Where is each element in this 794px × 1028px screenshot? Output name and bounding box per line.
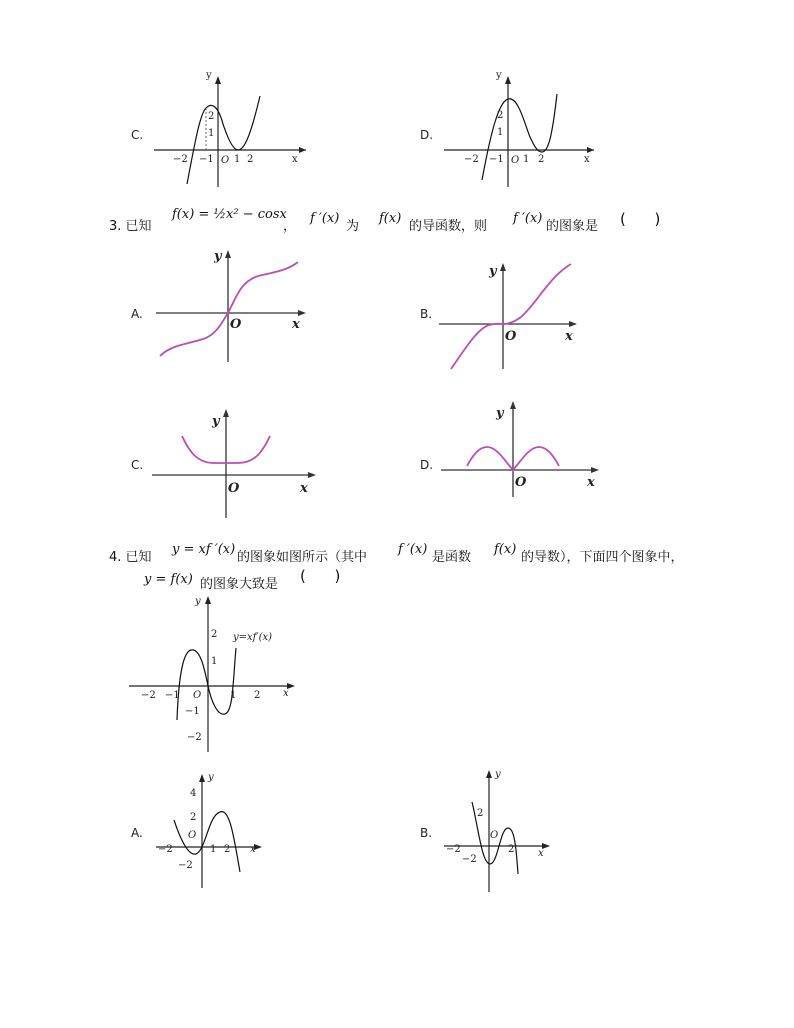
q3-number: 3. 已知 <box>109 219 152 234</box>
q4-fprime: f ′(x) <box>398 542 428 557</box>
tick-y-2: 2 <box>211 629 218 640</box>
q4-given-text: 的图象如图所示（其中 <box>237 550 368 565</box>
y-axis-label: y <box>214 249 222 264</box>
tick-x-neg2: −2 <box>446 844 461 855</box>
q3-fprime2: f ′(x) <box>513 211 543 226</box>
q4-is-func: 是函数 <box>432 550 472 565</box>
y-axis-label: y <box>206 72 212 81</box>
origin-label: O <box>511 155 520 166</box>
q4-given-expr: y = xf ′(x) <box>172 542 236 557</box>
curve <box>451 264 571 369</box>
tick-y-2: 2 <box>477 808 484 819</box>
q3-option-a-label: A. <box>131 307 143 321</box>
q3-f-definition: f(x) = ½x² − cosx <box>172 207 287 222</box>
x-axis-label: x <box>587 475 595 490</box>
x-axis-label: x <box>292 317 300 332</box>
tick-x-2: 2 <box>508 844 515 855</box>
tick-y-neg2: −2 <box>178 860 193 871</box>
q3-graph-text: 的图象是 <box>546 219 599 234</box>
curve <box>160 262 298 356</box>
tick-y-2: 2 <box>190 812 197 823</box>
origin-label: O <box>505 329 517 344</box>
y-axis-label: y <box>208 772 214 783</box>
tick-x-1: 1 <box>523 154 530 165</box>
q3-option-b-label: B. <box>420 307 433 321</box>
tick-x-neg2: −2 <box>158 844 173 855</box>
q4-main-graph <box>125 592 300 757</box>
q2-option-c-label: C. <box>131 128 144 142</box>
q4-option-a-label: A. <box>131 826 143 840</box>
y-axis-arrow <box>215 76 221 84</box>
tick-x-2: 2 <box>224 844 231 855</box>
x-axis-label: x <box>565 329 573 344</box>
q2-option-d-label: D. <box>420 128 434 142</box>
x-axis-label: x <box>250 844 256 855</box>
tick-x-2: 2 <box>247 154 254 165</box>
x-axis-label: x <box>300 481 308 496</box>
q3-fprime: f ′(x) <box>310 211 340 226</box>
tick-y-neg1: −1 <box>185 706 200 717</box>
tick-x-1: 1 <box>230 690 237 701</box>
x-axis-label: x <box>283 688 289 699</box>
tick-x-1: 1 <box>234 154 241 165</box>
y-axis-label: y <box>495 769 501 780</box>
q3-option-d-label: D. <box>420 458 434 472</box>
origin-label: O <box>490 830 499 841</box>
y-axis-label: y <box>195 596 201 607</box>
q3-option-c-label: C. <box>131 458 144 472</box>
x-axis-label: x <box>292 154 298 165</box>
tick-y-4: 4 <box>190 788 197 799</box>
y-axis-label: y <box>489 264 497 279</box>
q4-graph-a <box>152 768 270 890</box>
q4-line2-expr: y = f(x) <box>144 572 193 587</box>
curve <box>482 94 557 180</box>
q3-is-text: 为 <box>346 219 360 234</box>
q4-line2-text: 的图象大致是 <box>200 577 279 592</box>
q4-option-b-label: B. <box>420 826 433 840</box>
q2-graph-c <box>150 72 310 192</box>
x-axis-label: x <box>538 848 544 859</box>
tick-x-2: 2 <box>538 154 545 165</box>
y-axis-label: y <box>496 406 504 421</box>
x-axis-arrow <box>587 147 594 153</box>
y-axis-arrow <box>505 76 511 84</box>
q4-graph-b <box>440 764 558 894</box>
y-axis-label: y <box>496 72 502 81</box>
q4-number: 4. 已知 <box>109 550 152 565</box>
origin-label: O <box>230 317 242 332</box>
origin-label: O <box>221 155 230 166</box>
q4-fx: f(x) <box>494 542 517 557</box>
q3-graph-a <box>150 240 315 370</box>
tick-y-1: 1 <box>208 128 215 139</box>
curve <box>187 96 260 184</box>
tick-x-neg1: −1 <box>489 154 504 165</box>
x-axis-arrow <box>299 147 306 153</box>
q4-rest: 的导数），下面四个图象中， <box>521 550 684 565</box>
q3-derivative-text: 的导函数，则 <box>409 219 488 234</box>
origin-label: O <box>188 830 197 841</box>
tick-x-neg2: −2 <box>173 154 188 165</box>
q3-answer-blank: ( ) <box>620 210 661 228</box>
tick-y-1: 1 <box>497 127 504 138</box>
origin-label: O <box>193 690 202 701</box>
q3-graph-b <box>437 257 587 375</box>
origin-label: O <box>228 481 240 496</box>
tick-x-neg2: −2 <box>464 154 479 165</box>
q4-answer-blank: ( ) <box>300 567 341 585</box>
tick-x-neg1: −1 <box>199 154 214 165</box>
tick-x-neg1: −1 <box>165 690 180 701</box>
q3-graph-c <box>150 405 322 523</box>
y-axis-label: y <box>212 414 220 429</box>
tick-x-1: 1 <box>210 844 217 855</box>
x-axis-label: x <box>584 154 590 165</box>
q3-comma: ， <box>283 219 297 234</box>
tick-x-neg2: −2 <box>141 690 156 701</box>
tick-x-2: 2 <box>254 690 261 701</box>
tick-y-2: 2 <box>208 111 215 122</box>
q3-graph-d <box>437 397 607 501</box>
origin-label: O <box>515 475 527 490</box>
q2-graph-d <box>440 72 600 192</box>
q3-fx: f(x) <box>379 211 402 226</box>
tick-y-neg2: −2 <box>187 732 202 743</box>
tick-y-neg2: −2 <box>462 854 477 865</box>
tick-y-2: 2 <box>497 110 504 121</box>
curve-label: y=xf′(x) <box>233 632 273 643</box>
tick-y-1: 1 <box>211 656 218 667</box>
